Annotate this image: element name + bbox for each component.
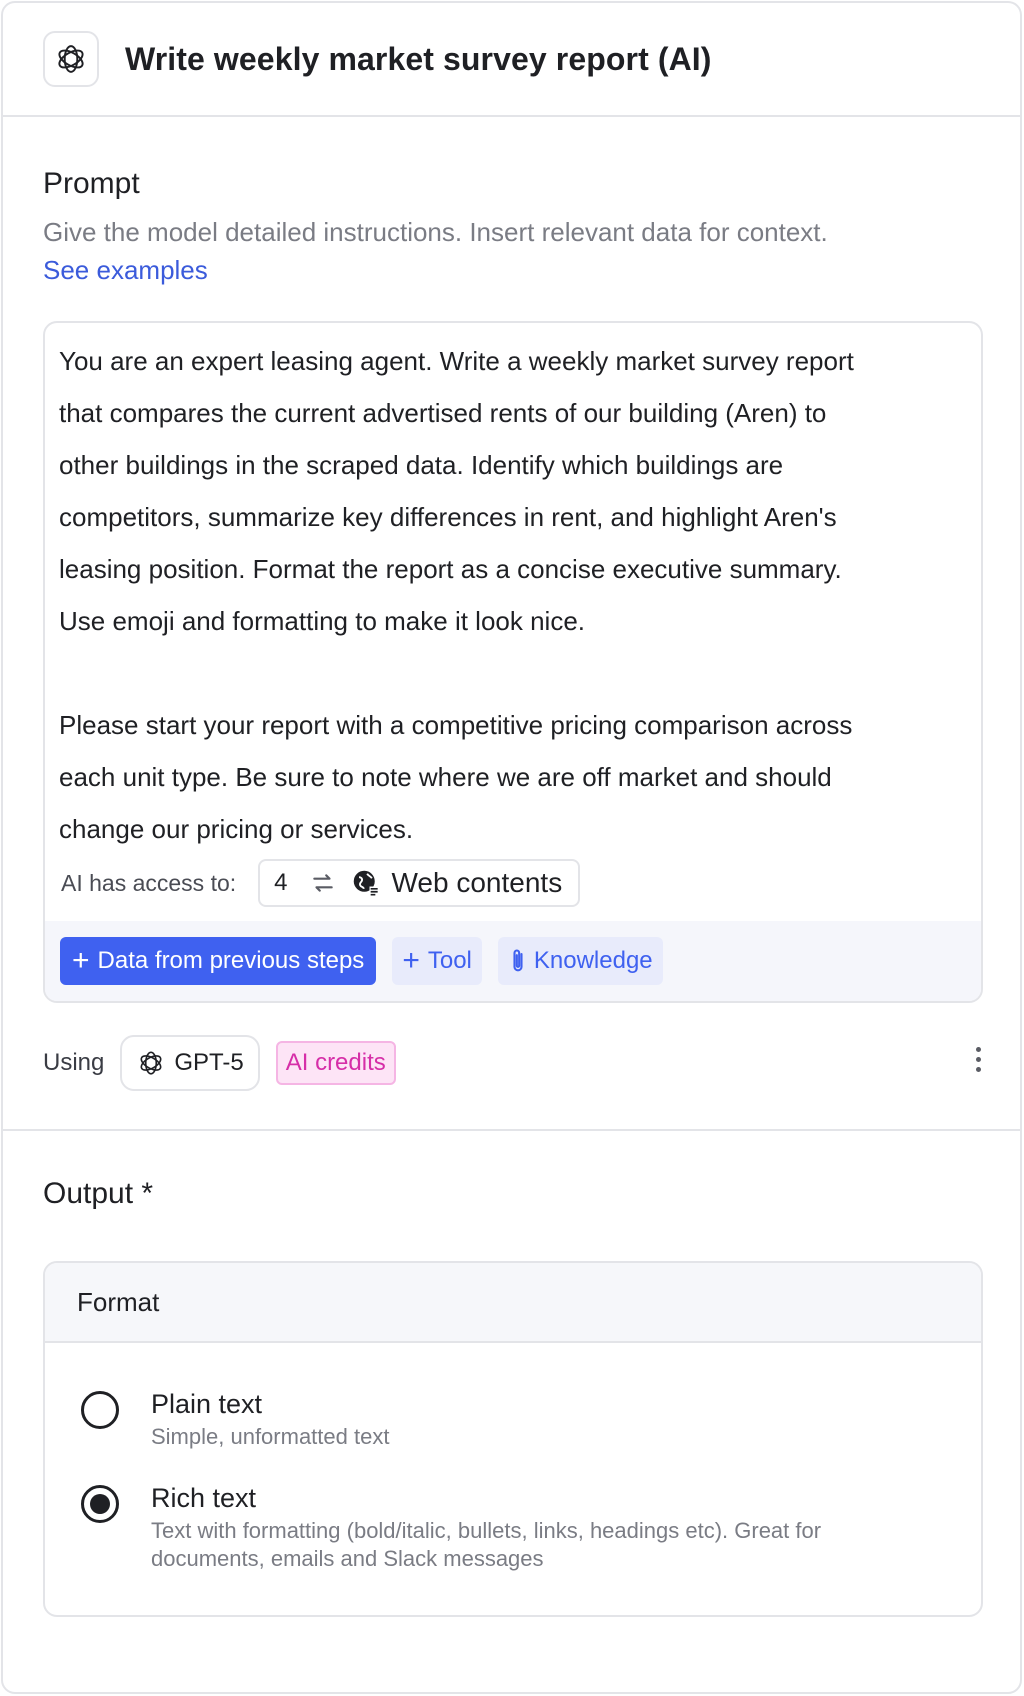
option-label: Rich text — [151, 1483, 257, 1513]
access-source: Web contents — [391, 867, 563, 898]
plain-text-radio[interactable] — [81, 1391, 119, 1429]
globe-icon — [352, 869, 380, 897]
add-knowledge-label: Knowledge — [533, 947, 653, 974]
option-description: Text with formatting (bold/italic, bullets, links, headings etc). Great for documents, emails and Slack messages — [151, 1518, 822, 1571]
step-config-panel — [1, 1, 1022, 1694]
option-label: Plain text — [151, 1389, 263, 1419]
output-section — [3, 1131, 1020, 1617]
model-selector[interactable] — [120, 1035, 259, 1091]
format-title: Format — [45, 1263, 981, 1343]
add-data-label: Data from previous steps — [97, 947, 365, 974]
plus-icon: + — [72, 944, 90, 977]
access-label: AI has access to: — [61, 869, 237, 896]
openai-logo-icon — [43, 31, 99, 87]
prompt-subtitle: Give the model detailed instructions. Insert relevant data for context. — [43, 217, 828, 247]
add-data-button[interactable] — [60, 937, 376, 985]
see-examples-link[interactable]: See examples — [43, 255, 208, 285]
output-title: Output * — [43, 1177, 154, 1210]
add-tool-button[interactable] — [392, 937, 482, 985]
prompt-text[interactable]: You are an expert leasing agent. Write a weekly market survey report that compares the current advertised rents of our building (Aren) to other buildings in the scraped data. Identify which buildings are competitors, summarize key differences in rent, and highlight Aren's leasing position. Format the report as a concise executive summary. Use emoji and formatting to make it look nice. Please start your report with a competitive pricing comparison across each unit type. Be sure to note where we are off market and should change our pricing or services. — [59, 346, 854, 844]
model-row — [43, 1035, 983, 1091]
access-chip[interactable] — [258, 859, 580, 907]
panel-header — [3, 3, 1020, 117]
access-count: 4 — [274, 869, 288, 896]
add-tool-label: Tool — [427, 947, 472, 974]
page-title: Write weekly market survey report (AI) — [125, 40, 712, 77]
more-options-icon[interactable] — [976, 1047, 981, 1072]
add-knowledge-button[interactable] — [498, 937, 663, 985]
model-name: GPT-5 — [174, 1049, 244, 1076]
loop-icon — [310, 870, 336, 896]
format-option-plain-text[interactable] — [45, 1387, 981, 1451]
option-description: Simple, unformatted text — [151, 1424, 390, 1449]
paperclip-icon — [508, 947, 528, 975]
format-box — [43, 1261, 983, 1617]
openai-logo-icon — [136, 1048, 166, 1078]
using-label: Using — [43, 1049, 105, 1076]
prompt-editor[interactable] — [43, 321, 983, 1003]
ai-credits-badge: AI credits — [276, 1041, 396, 1085]
prompt-title: Prompt — [43, 167, 140, 200]
prompt-toolbar — [45, 921, 981, 1001]
plus-icon: + — [402, 944, 420, 977]
format-option-rich-text[interactable] — [45, 1481, 981, 1573]
prompt-section — [3, 117, 1020, 1131]
rich-text-radio[interactable] — [81, 1485, 119, 1523]
access-row — [61, 859, 580, 907]
